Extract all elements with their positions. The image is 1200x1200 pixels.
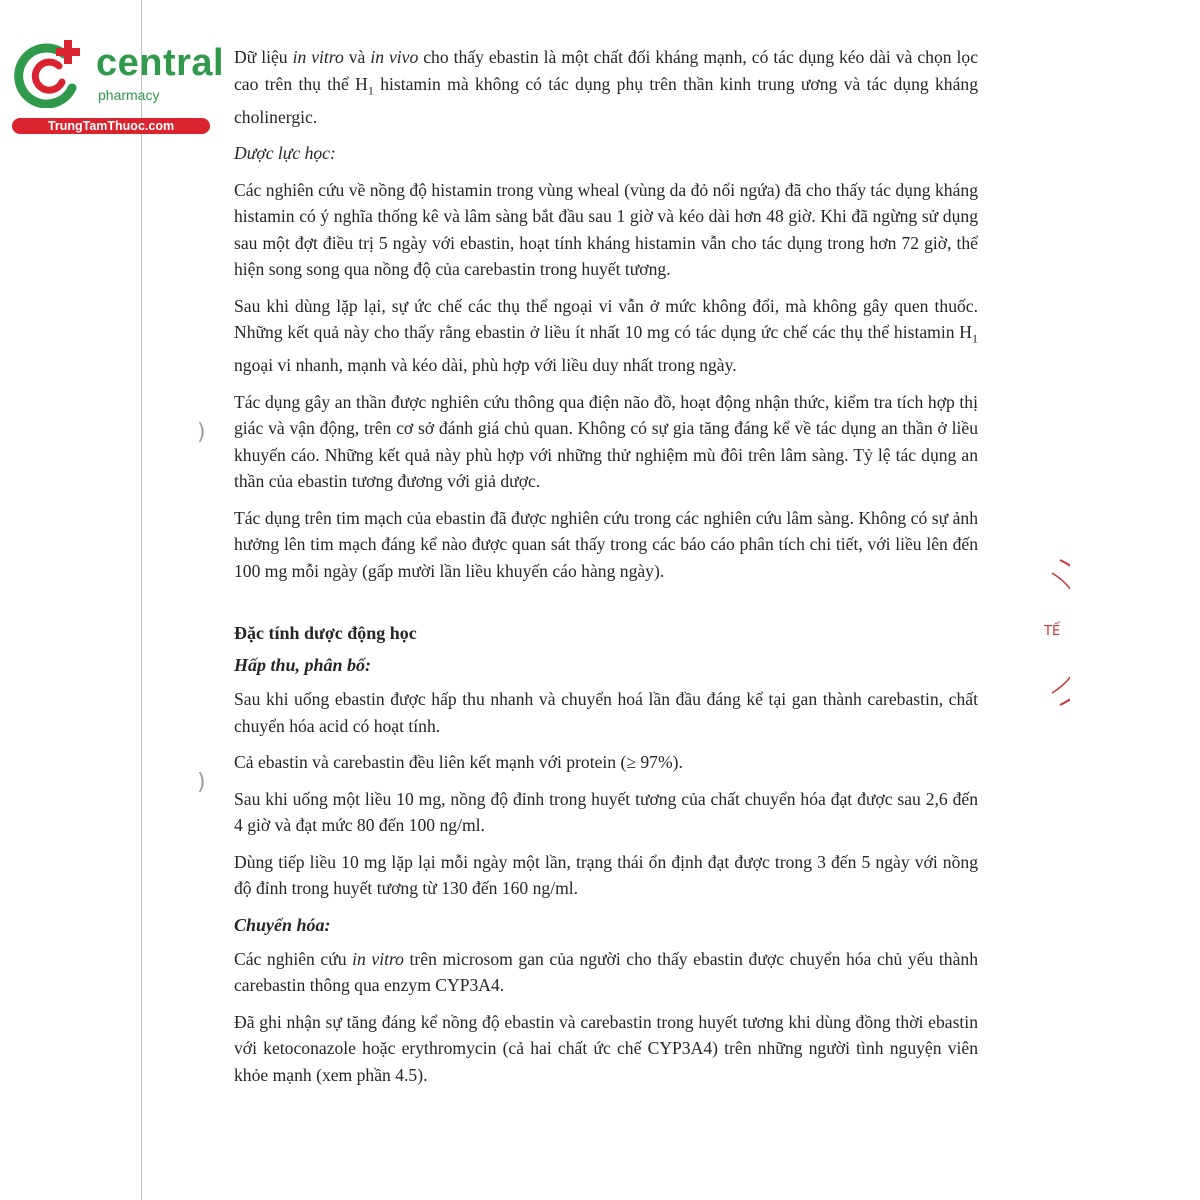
absorption-paragraph-1: Sau khi uống ebastin được hấp thu nhanh và chuyển hoá lần đầu đáng kể tại gan thành carebastin, chất chuyển hóa acid có hoạt tính. xyxy=(234,689,978,736)
absorption-paragraph-2: Cả ebastin và carebastin đều liên kết mạnh với protein (≥ 97%). xyxy=(234,752,683,773)
margin-line xyxy=(141,0,142,1200)
absorption-heading: Hấp thu, phân bố: xyxy=(234,655,372,676)
scan-mark-2: ) xyxy=(197,770,206,795)
central-pharmacy-logo xyxy=(10,38,225,138)
intro-paragraph: Dữ liệu in vitro và in vivo cho thấy ebastin là một chất đối kháng mạnh, có tác dụng kéo dài và chọn lọc cao trên thụ thể $H_1$ histamin mà không có tác dụng phụ trên thần kinh trung ương và tác dụng kháng cholinergic. xyxy=(234,47,979,127)
pharmacodynamics-heading: Dược lực học: xyxy=(234,143,336,164)
stamp-arc-icon xyxy=(1030,555,1070,715)
absorption-paragraph-4: Dùng tiếp liều 10 mg lặp lại mỗi ngày một lần, trạng thái ổn định đạt được trong 3 đến 5 ngày với nồng độ đỉnh trong huyết tương từ 130 đến 160 ng/ml. xyxy=(234,851,978,899)
logo-subtitle: pharmacy xyxy=(98,87,160,103)
absorption-paragraph-3: Sau khi uống một liều 10 mg, nồng độ đỉnh trong huyết tương của chất chuyển hóa đạt được sau 2,6 đến 4 giờ và đạt mức 80 đến 100 ng/ml. xyxy=(234,788,978,836)
logo-name: central xyxy=(96,42,225,84)
scan-mark-1: ) xyxy=(197,420,206,445)
pharmacodynamics-paragraph-4: Tác dụng trên tim mạch của ebastin đã được nghiên cứu trong các nghiên cứu lâm sàng. Không có sự ảnh hưởng lên tim mạch đáng kể nào được quan sát thấy trong các báo cáo phân tích chi tiết, với liều lên đến 100 mg mỗi ngày (gấp mười lần liều khuyến cáo hàng ngày). xyxy=(234,507,978,581)
document-body xyxy=(234,44,978,1098)
pharmacodynamics-paragraph-3: Tác dụng gây an thần được nghiên cứu thông qua điện não đồ, hoạt động nhận thức, kiểm tra tích hợp thị giác và vận động, trên cơ sở đánh giá chủ quan. Không có sự gia tăng đáng kể về tác dụng an thần ở liều khuyến cáo. Những kết quả này phù hợp với những thử nghiệm mù đôi trên lâm sàng. Tỷ lệ tác dụng an thần của ebastin tương đương với giả dược. xyxy=(234,391,978,492)
svg-text:TẾ: TẾ xyxy=(1044,624,1061,639)
pharmacy-cross-icon xyxy=(12,38,82,108)
pharmacodynamics-paragraph-2: Sau khi dùng lặp lại, sự ức chế các thụ thể ngoại vi vẫn ở mức không đổi, mà không gây quen thuốc. Những kết quả này cho thấy rằng ebastin ở liều ít nhất 10 mg có tác dụng ức chế các thụ thể histamin $H_1$ ngoại vi nhanh, mạnh và kéo dài, phù hợp với liều duy nhất trong ngày. xyxy=(234,295,978,376)
stamp-fragment xyxy=(1030,555,1070,715)
pharmacokinetics-heading: Đặc tính dược động học xyxy=(234,623,417,644)
logo-website-bar: TrungTamThuoc.com xyxy=(12,118,210,134)
pharmacodynamics-paragraph-1: Các nghiên cứu về nồng độ histamin trong vùng wheal (vùng da đỏ nổi ngứa) đã cho thấy tác dụng kháng histamin có ý nghĩa thống kê và lâm sàng bắt đầu sau 1 giờ và kéo dài hơn 48 giờ. Khi đã ngừng sử dụng sau một đợt điều trị 5 ngày với ebastin, hoạt tính kháng histamin vẫn cho tác dụng trong hơn 72 giờ, thể hiện song song qua nồng độ của carebastin trong huyết tương. xyxy=(234,179,978,280)
metabolism-paragraph-2: Đã ghi nhận sự tăng đáng kể nồng độ ebastin và carebastin trong huyết tương khi dùng đồng thời ebastin với ketoconazole hoặc erythromycin (cả hai chất ức chế CYP3A4) trên những người tình nguyện viên khỏe mạnh (xem phần 4.5). xyxy=(234,1011,978,1085)
metabolism-paragraph-1: Các nghiên cứu in vitro trên microsom gan của người cho thấy ebastin được chuyển hóa chủ yếu thành carebastin thông qua enzym CYP3A4. xyxy=(234,948,978,996)
metabolism-heading: Chuyển hóa: xyxy=(234,914,331,935)
